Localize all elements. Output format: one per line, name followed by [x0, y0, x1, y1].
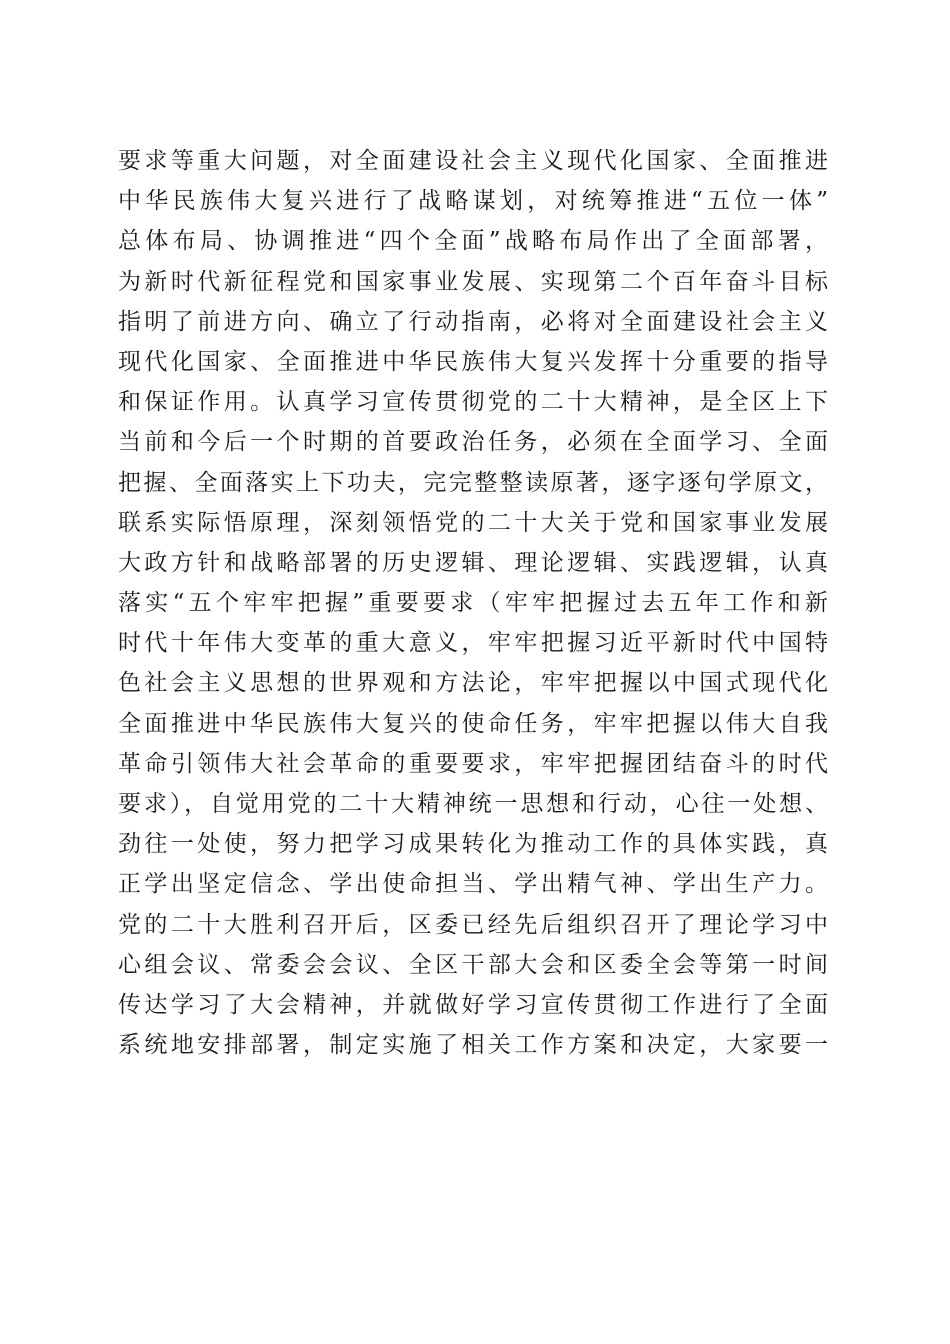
- text-line: 大政方针和战略部署的历史逻辑、理论逻辑、实践逻辑，认真: [118, 549, 828, 576]
- text-line: 正学出坚定信念、学出使命担当、学出精气神、学出生产力。: [118, 871, 828, 898]
- text-line: 党的二十大胜利召开后，区委已经先后组织召开了理论学习中: [118, 911, 828, 938]
- text-line: 现代化国家、全面推进中华民族伟大复兴发挥十分重要的指导: [118, 348, 828, 375]
- text-line: 为新时代新征程党和国家事业发展、实现第二个百年奋斗目标: [118, 268, 828, 295]
- text-line: 要求），自觉用党的二十大精神统一思想和行动，心往一处想、: [118, 791, 828, 817]
- text-line: 指明了前进方向、确立了行动指南，必将对全面建设社会主义: [118, 308, 828, 335]
- text-line: 中华民族伟大复兴进行了战略谋划，对统筹推进“五位一体”: [118, 188, 828, 215]
- text-line: 落实“五个牢牢把握”重要要求（牢牢把握过去五年工作和新: [118, 590, 828, 617]
- text-line: 时代十年伟大变革的重大意义，牢牢把握习近平新时代中国特: [118, 630, 828, 657]
- text-line: 传达学习了大会精神，并就做好学习宣传贯彻工作进行了全面: [118, 991, 828, 1018]
- body-text: [118, 141, 828, 1065]
- text-line: 劲往一处使，努力把学习成果转化为推动工作的具体实践，真: [118, 831, 828, 858]
- text-line: 要求等重大问题，对全面建设社会主义现代化国家、全面推进: [118, 148, 828, 174]
- text-line: 联系实际悟原理，深刻领悟党的二十大关于党和国家事业发展: [118, 509, 828, 536]
- text-line: 总体布局、协调推进“四个全面”战略布局作出了全面部署，: [118, 228, 828, 255]
- text-line: 色社会主义思想的世界观和方法论，牢牢把握以中国式现代化: [118, 670, 828, 697]
- text-line: 全面推进中华民族伟大复兴的使命任务，牢牢把握以伟大自我: [118, 710, 828, 737]
- text-line: 革命引领伟大社会革命的重要要求，牢牢把握团结奋斗的时代: [118, 750, 828, 777]
- text-line: 心组会议、常委会会议、全区干部大会和区委全会等第一时间: [118, 951, 828, 978]
- text-line: 和保证作用。认真学习宣传贯彻党的二十大精神，是全区上下: [118, 389, 828, 416]
- text-line: 系统地安排部署，制定实施了相关工作方案和决定，大家要一: [118, 1032, 828, 1059]
- text-line: 当前和今后一个时期的首要政治任务，必须在全面学习、全面: [118, 429, 828, 456]
- text-line: 把握、全面落实上下功夫，完完整整读原著，逐字逐句学原文，: [118, 469, 828, 496]
